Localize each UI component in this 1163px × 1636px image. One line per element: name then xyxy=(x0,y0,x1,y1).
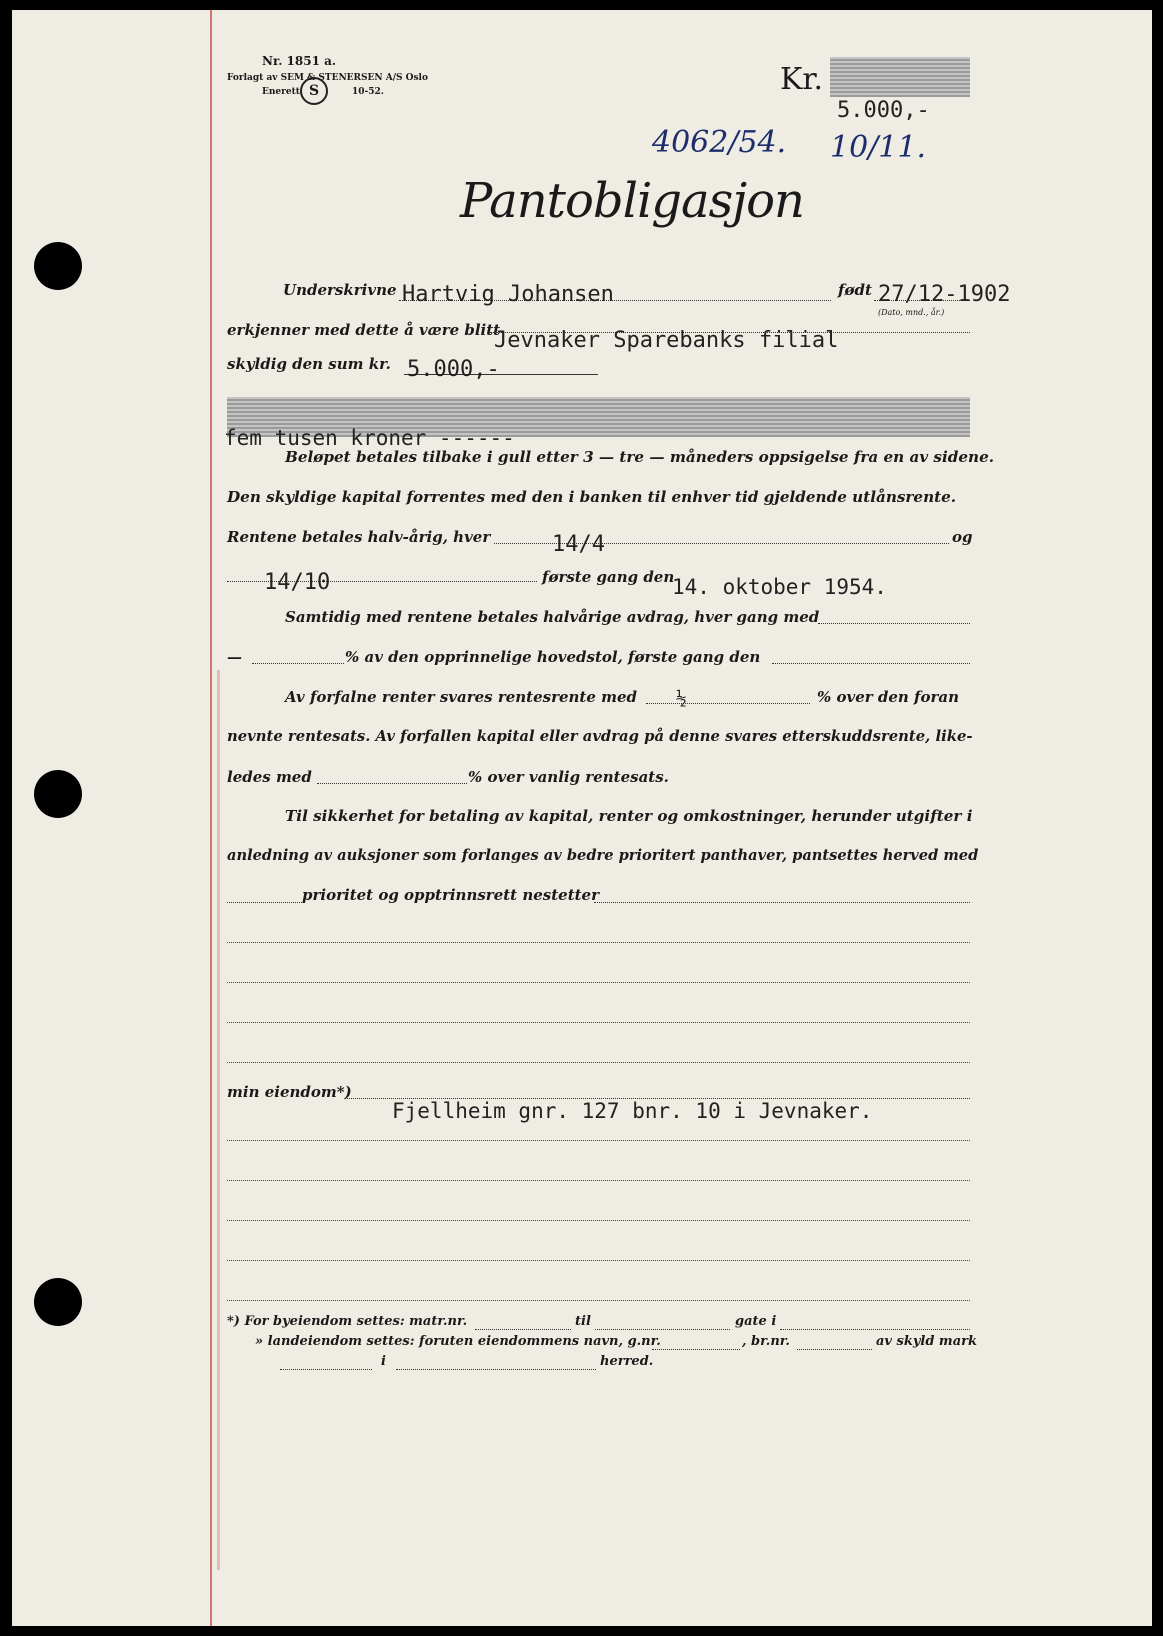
interest-date-1: 14/4 xyxy=(552,532,605,557)
priority-line-left xyxy=(227,902,302,903)
owes-label: skyldig den sum kr. xyxy=(227,355,391,373)
blank-line xyxy=(227,1180,970,1181)
blank-line xyxy=(227,1062,970,1063)
undersigned-value: Hartvig Johansen xyxy=(402,282,614,307)
installment-percent-line xyxy=(252,663,344,664)
undersigned-label: Underskrivne xyxy=(283,281,397,299)
amount-words: fem tusen kroner ------ xyxy=(224,426,515,450)
owes-value: 5.000,- xyxy=(407,357,500,382)
margin-rule xyxy=(210,10,212,1626)
first-time-label: første gang den xyxy=(542,568,675,586)
footnote-til: til xyxy=(575,1314,591,1329)
security-clause: Til sikkerhet for betaling av kapital, renter og omkostninger, herunder utgifter i xyxy=(285,807,973,825)
kr-shaded-box xyxy=(830,57,970,97)
blank-line xyxy=(227,1140,970,1141)
document-page xyxy=(12,10,1152,1626)
footnote-i: i xyxy=(381,1354,386,1369)
overdue-interest-right: % over den foran xyxy=(817,688,960,706)
blank-line xyxy=(227,982,970,983)
priority-label: prioritet og opptrinnsrett nestetter xyxy=(302,886,599,904)
punch-hole-middle xyxy=(34,770,82,818)
installment-percent-text: % av den opprinnelige hovedstol, første gang den xyxy=(345,648,761,666)
footnote-landeiendom: » landeiendom settes: foruten eiendommens navn, g.nr. xyxy=(255,1334,661,1349)
footnote-gate: gate i xyxy=(735,1314,777,1329)
publisher-line: Forlagt av SEM & STENERSEN A/S Oslo xyxy=(227,73,428,83)
property-value: Fjellheim gnr. 127 bnr. 10 i Jevnaker. xyxy=(392,1099,873,1123)
blank-line xyxy=(227,1300,970,1301)
blank-line xyxy=(227,942,970,943)
footnote-brnr: , br.nr. xyxy=(742,1334,790,1349)
margin-rule-faint xyxy=(217,670,220,1570)
og-label: og xyxy=(952,528,973,546)
overdue-interest-line xyxy=(646,703,810,704)
overdue-interest-value: ½ xyxy=(676,688,687,709)
form-number: Nr. 1851 a. xyxy=(262,54,337,68)
born-value: 27/12-1902 xyxy=(878,282,1011,307)
property-label: min eiendom*) xyxy=(227,1083,352,1101)
footnote-line xyxy=(797,1349,872,1350)
footnote-byeiendom: *) For byeiendom settes: matr.nr. xyxy=(227,1314,468,1329)
footnote-line xyxy=(475,1329,571,1330)
footnote-line xyxy=(396,1369,596,1370)
document-title: Pantobligasjon xyxy=(460,173,804,229)
likewise-right: % over vanlig rentesats. xyxy=(468,768,669,786)
blank-line xyxy=(227,1022,970,1023)
creditor-value: Jevnaker Sparebanks filial xyxy=(494,328,839,353)
interest-date-2: 14/10 xyxy=(264,570,331,595)
footnote-line xyxy=(280,1369,372,1370)
first-date: 14. oktober 1954. xyxy=(672,575,887,599)
born-label: født xyxy=(838,281,872,299)
punch-hole-top xyxy=(34,242,82,290)
kr-label: Kr. xyxy=(780,62,823,97)
blank-line xyxy=(227,1220,970,1221)
punch-hole-bottom xyxy=(34,1278,82,1326)
installment-line xyxy=(818,623,970,624)
footnote-line xyxy=(595,1329,730,1330)
interest-clause: Den skyldige kapital forrentes med den i banken til enhver tid gjeldende utlånsrente. xyxy=(227,488,957,506)
installment-date-line xyxy=(772,663,970,664)
blank-line xyxy=(227,1260,970,1261)
repayment-clause: Beløpet betales tilbake i gull etter 3 — tre — måneders oppsigelse fra en av sidene. xyxy=(285,448,995,466)
born-hint: (Dato, mnd., år.) xyxy=(878,308,945,317)
publisher-enerett: Enerett xyxy=(262,87,300,97)
likewise-line xyxy=(317,783,467,784)
publisher-date: 10-52. xyxy=(352,87,384,97)
footnote-herred: herred. xyxy=(600,1354,654,1369)
footnote-skyld: av skyld mark xyxy=(876,1334,977,1349)
interest-dates-label: Rentene betales halv-årig, hver xyxy=(227,528,491,546)
priority-line-right xyxy=(594,902,970,903)
publisher-logo: S xyxy=(300,77,328,105)
installment-dash: — xyxy=(227,648,242,666)
auction-clause: anledning av auksjoner som forlanges av bedre prioritert panthaver, pantsettes herved med xyxy=(227,847,979,864)
footnote-line xyxy=(780,1329,970,1330)
late-interest-clause: nevnte rentesats. Av forfallen kapital eller avdrag på denne svares etterskuddsrente, like- xyxy=(227,728,973,745)
acknowledges-label: erkjenner med dette å være blitt xyxy=(227,321,501,339)
kr-amount: 5.000,- xyxy=(837,98,930,123)
likewise-label: ledes med xyxy=(227,768,312,786)
handwritten-date: 10/11. xyxy=(830,130,926,165)
overdue-interest-label: Av forfalne renter svares rentesrente med xyxy=(285,688,638,706)
installment-clause: Samtidig med rentene betales halvårige avdrag, hver gang med xyxy=(285,608,820,626)
handwritten-reference: 4062/54. xyxy=(652,125,787,160)
footnote-line xyxy=(652,1349,740,1350)
